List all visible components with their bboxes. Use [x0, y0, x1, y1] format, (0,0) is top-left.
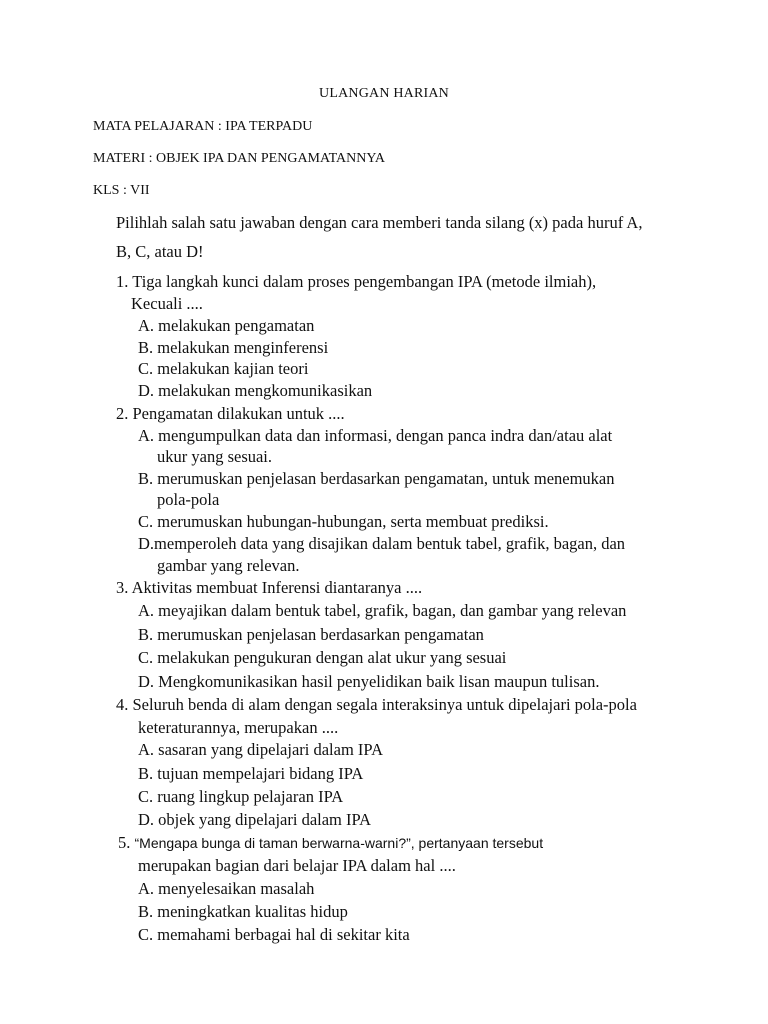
class-line: KLS : VII [93, 183, 150, 198]
instruction-line-1: Pilihlah salah satu jawaban dengan cara memberi tanda silang (x) pada huruf A, [116, 213, 643, 232]
question-stem-continued: merupakan bagian dari belajar IPA dalam hal .... [138, 856, 456, 875]
option-d: D. Mengkomunikasikan hasil penyelidikan baik lisan maupun tulisan. [138, 672, 600, 691]
question-stem: 1. Tiga langkah kunci dalam proses pengembangan IPA (metode ilmiah), [116, 272, 597, 291]
option-d: D. melakukan mengkomunikasikan [138, 381, 373, 400]
option-a: A. menyelesaikan masalah [138, 879, 315, 898]
option-a: A. melakukan pengamatan [138, 316, 315, 335]
option-d-continued: gambar yang relevan. [157, 556, 300, 575]
option-c: C. merumuskan hubungan-hubungan, serta membuat prediksi. [138, 512, 549, 531]
option-b: B. merumuskan penjelasan berdasarkan pengamatan [138, 625, 484, 644]
option-b: B. merumuskan penjelasan berdasarkan pengamatan, untuk menemukan [138, 469, 615, 488]
question-number: 5. [118, 833, 131, 852]
instruction-line-2: B, C, atau D! [116, 242, 204, 261]
question-stem-continued: Kecuali .... [131, 294, 203, 313]
subject-line: MATA PELAJARAN : IPA TERPADU [93, 119, 313, 134]
document-title: ULANGAN HARIAN [319, 86, 449, 101]
option-b: B. melakukan menginferensi [138, 338, 329, 357]
option-c: C. ruang lingkup pelajaran IPA [138, 787, 344, 806]
option-a: A. meyajikan dalam bentuk tabel, grafik, bagan, dan gambar yang relevan [138, 601, 627, 620]
option-a-continued: ukur yang sesuai. [157, 447, 273, 466]
option-d: D. objek yang dipelajari dalam IPA [138, 810, 372, 829]
option-d: D.memperoleh data yang disajikan dalam bentuk tabel, grafik, bagan, dan [138, 534, 626, 553]
option-c: C. melakukan kajian teori [138, 359, 309, 378]
option-a: A. mengumpulkan data dan informasi, dengan panca indra dan/atau alat [138, 426, 613, 445]
question-stem: 4. Seluruh benda di alam dengan segala interaksinya untuk dipelajari pola-pola [116, 695, 637, 714]
option-a: A. sasaran yang dipelajari dalam IPA [138, 740, 383, 759]
question-quote: “Mengapa bunga di taman berwarna-warni?”, pertanyaan tersebut [134, 835, 544, 851]
question-stem-continued: keteraturannya, merupakan .... [138, 718, 339, 737]
question-stem: 2. Pengamatan dilakukan untuk .... [116, 404, 345, 423]
option-b: B. tujuan mempelajari bidang IPA [138, 764, 364, 783]
option-b-continued: pola-pola [157, 490, 220, 509]
option-c: C. memahami berbagai hal di sekitar kita [138, 925, 410, 944]
option-b: B. meningkatkan kualitas hidup [138, 902, 348, 921]
material-line: MATERI : OBJEK IPA DAN PENGAMATANNYA [93, 151, 385, 166]
question-stem: 3. Aktivitas membuat Inferensi diantaranya .... [116, 578, 423, 597]
question-stem [118, 833, 543, 853]
option-c: C. melakukan pengukuran dengan alat ukur yang sesuai [138, 648, 507, 667]
